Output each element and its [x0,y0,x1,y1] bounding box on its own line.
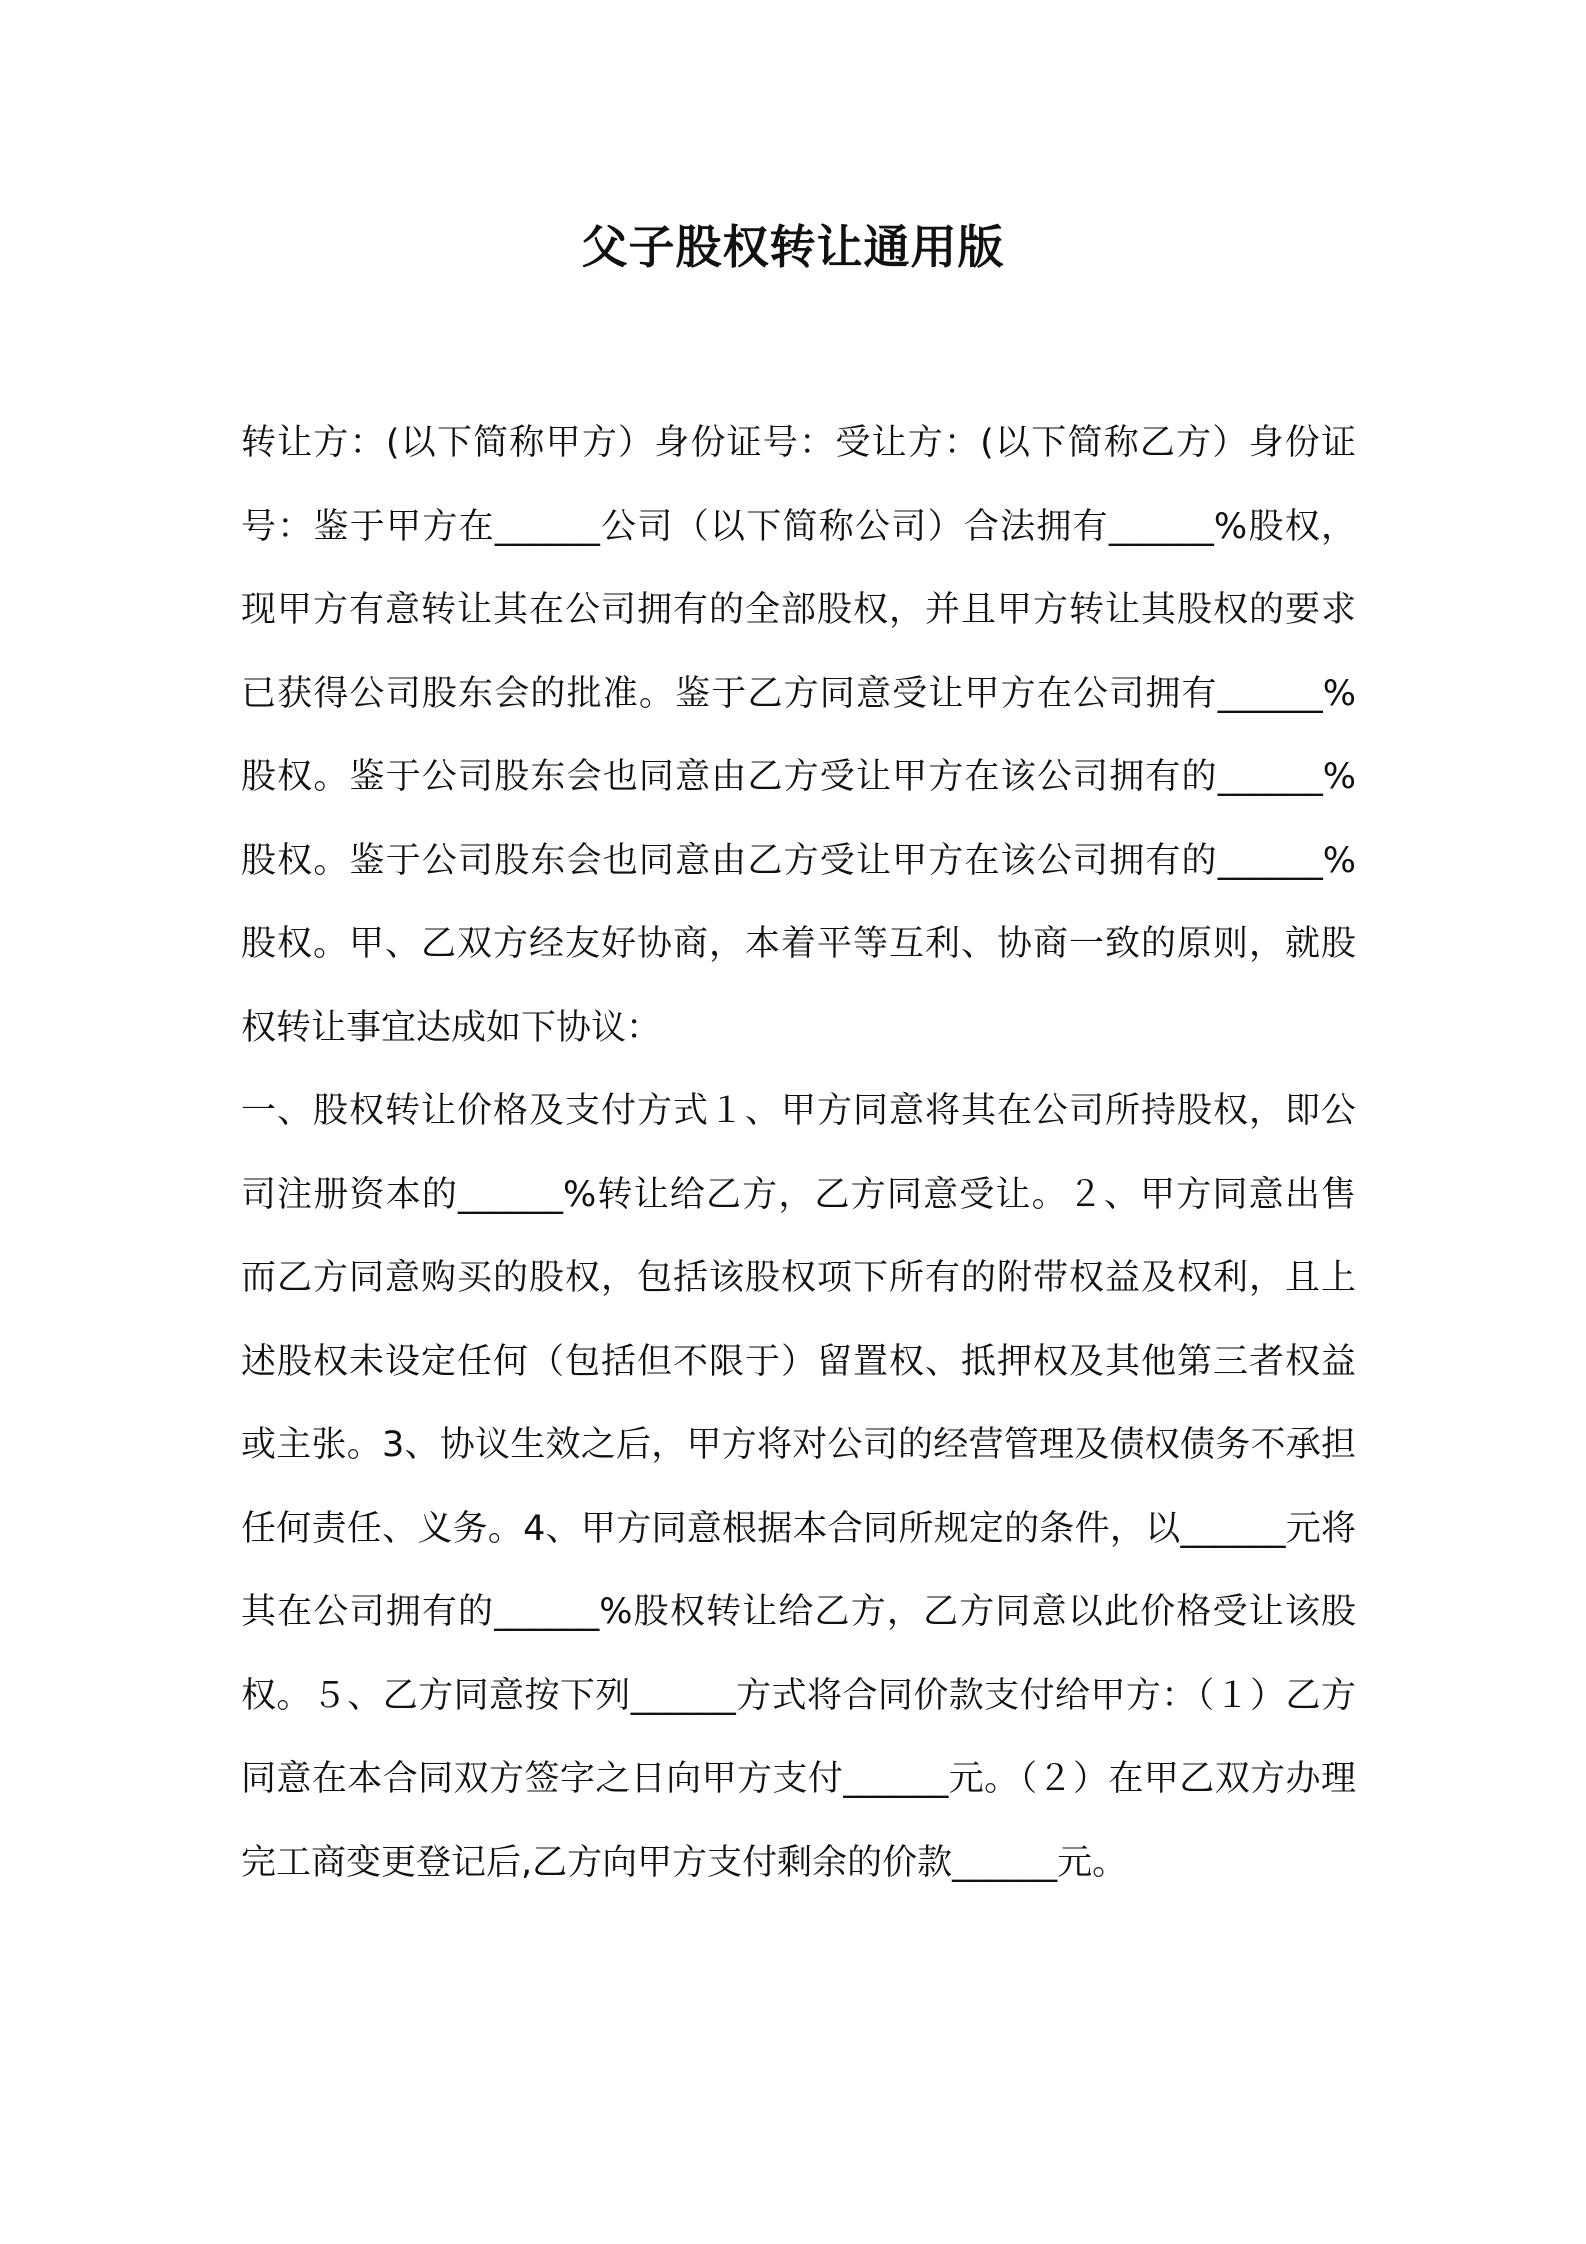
paragraph-section-1: 一、股权转让价格及支付方式１、甲方同意将其在公司所持股权，即公司注册资本的______%转让给乙方，乙方同意受让。２、甲方同意出售而乙方同意购买的股权，包括该股权项下所有的附带权益及权利，且上述股权未设定任何（包括但不限于）留置权、抵押权及其他第三者权益或主张。3、协议生效之后，甲方将对公司的经营管理及债权债务不承担任何责任、义务。4、甲方同意根据本合同所规定的条件，以______元将其在公司拥有的______%股权转让给乙方，乙方同意以此价格受让该股权。５、乙方同意按下列______方式将合同价款支付给甲方：（１）乙方同意在本合同双方签字之日向甲方支付______元。（２）在甲乙双方办理完工商变更登记后,乙方向甲方支付剩余的价款______元。 [241,1091,1356,1883]
document-title: 父子股权转让通用版 [581,220,1005,274]
paragraph-preamble: 转让方：(以下简称甲方）身份证号：受让方：(以下简称乙方）身份证号：鉴于甲方在______公司（以下简称公司）合法拥有______%股权，现甲方有意转让其在公司拥有的全部股权，并且甲方转让其股权的要求已获得公司股东会的批准。鉴于乙方同意受让甲方在公司拥有______%股权。鉴于公司股东会也同意由乙方受让甲方在该公司拥有的______%股权。鉴于公司股东会也同意由乙方受让甲方在该公司拥有的______%股权。甲、乙双方经友好协商，本着平等互利、协商一致的原则，就股权转让事宜达成如下协议： [241,423,1356,1048]
document-body [241,402,1356,1905]
